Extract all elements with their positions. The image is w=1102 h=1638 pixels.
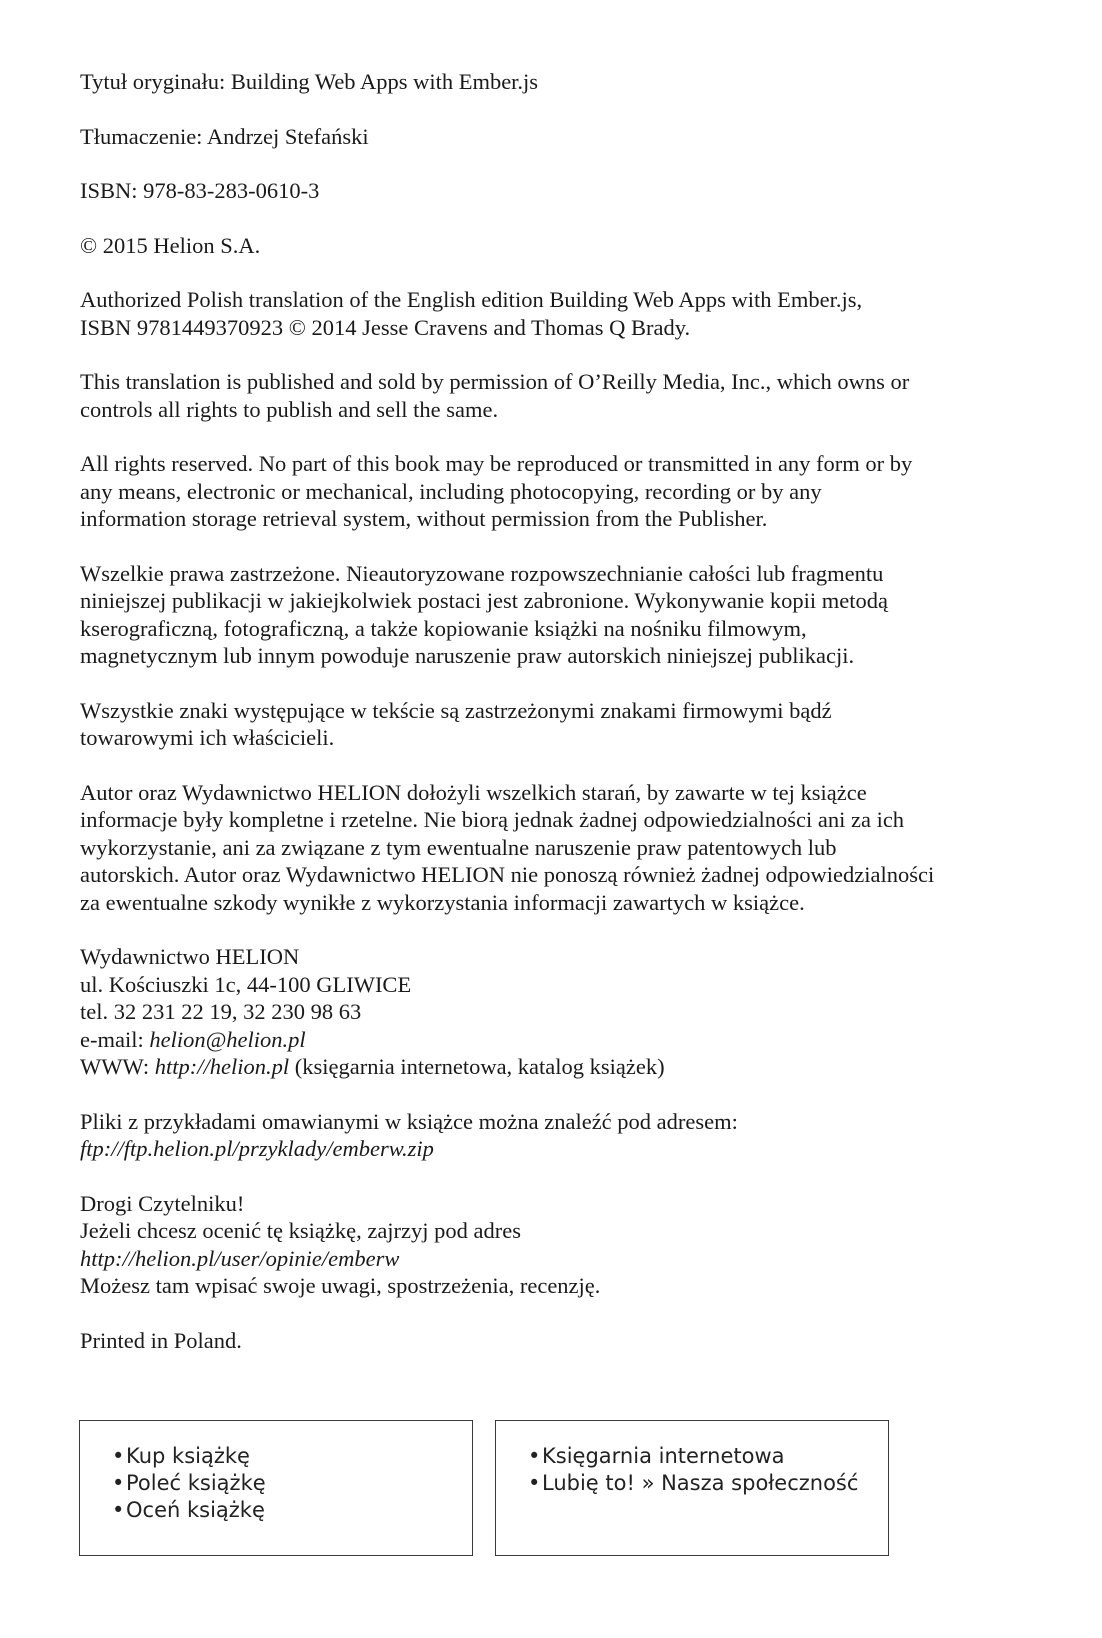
bullet-icon: • xyxy=(112,1471,125,1495)
recommend-book-label: Poleć książkę xyxy=(126,1471,266,1495)
permission-notice xyxy=(80,368,1040,423)
recommend-book-link[interactable] xyxy=(112,1470,472,1497)
bookstore-label: Księgarnia internetowa xyxy=(542,1444,785,1468)
examples-info xyxy=(80,1108,1040,1163)
reader-prompt: Jeżeli chcesz ocenić tę książkę, zajrzyj pod adres xyxy=(80,1218,522,1243)
rights-reserved-polish xyxy=(80,560,1040,670)
book-actions-box xyxy=(79,1420,473,1556)
publisher-address: ul. Kościuszki 1c, 44-100 GLIWICE xyxy=(80,971,412,997)
disclaimer xyxy=(80,779,1040,917)
rate-book-link[interactable] xyxy=(112,1497,472,1524)
bullet-icon: • xyxy=(112,1444,125,1468)
publisher-email-row xyxy=(80,1026,1040,1054)
rights-pl-line: kserograficzną, fotograficzną, a także kopiowanie książki na nośniku filmowym, xyxy=(80,615,807,641)
disclaimer-line: za ewentualne szkody wynikłe z wykorzystania informacji zawartych w książce. xyxy=(80,889,805,915)
buy-book-link[interactable] xyxy=(112,1443,472,1470)
isbn: ISBN: 978-83-283-0610-3 xyxy=(80,178,320,203)
rights-en-line: any means, electronic or mechanical, including photocopying, recording or by any xyxy=(80,478,822,504)
rights-pl-line: magnetycznym lub innym powoduje naruszenie praw autorskich niniejszej publikacji. xyxy=(80,643,855,668)
examples-link[interactable]: ftp://ftp.helion.pl/przyklady/emberw.zip xyxy=(80,1136,434,1161)
community-label: Lubię to! » Nasza społeczność xyxy=(542,1471,859,1495)
reader-note xyxy=(80,1190,1040,1300)
bullet-icon: • xyxy=(528,1444,541,1468)
reader-note-text: Możesz tam wpisać swoje uwagi, spostrzeżenia, recenzję. xyxy=(80,1273,601,1298)
trademarks-line: towarowymi ich właścicieli. xyxy=(80,725,335,750)
bullet-icon: • xyxy=(112,1498,125,1522)
rights-en-line: All rights reserved. No part of this book may be reproduced or transmitted in any form or by xyxy=(80,451,913,476)
rights-pl-line: Wszelkie prawa zastrzeżone. Nieautoryzowane rozpowszechnianie całości lub fragmentu xyxy=(80,560,884,586)
disclaimer-line: informacje były kompletne i rzetelne. Nie biorą jednak żadnej odpowiedzialności ani za ich xyxy=(80,807,905,832)
email-label: e-mail: xyxy=(80,1026,150,1052)
disclaimer-line: wykorzystanie, ani za związane z tym ewentualne naruszenie praw patentowych lub xyxy=(80,834,837,860)
disclaimer-line: Autor oraz Wydawnictwo HELION dołożyli wszelkich starań, by zawarte w tej książce xyxy=(80,779,867,805)
www-label: WWW: xyxy=(80,1054,155,1079)
trademarks-notice xyxy=(80,697,1040,752)
link-boxes xyxy=(79,1420,1039,1560)
bookstore-link[interactable] xyxy=(528,1443,888,1470)
community-link[interactable] xyxy=(528,1470,888,1497)
copyright-notice: © 2015 Helion S.A. xyxy=(80,232,261,258)
trademarks-line: Wszystkie znaki występujące w tekście są zastrzeżonymi znakami firmowymi bądź xyxy=(80,697,832,723)
buy-book-label: Kup książkę xyxy=(126,1444,250,1468)
permission-line: controls all rights to publish and sell the same. xyxy=(80,396,499,422)
authorized-line: ISBN 9781449370923 © 2014 Jesse Cravens and Thomas Q Brady. xyxy=(80,314,691,340)
permission-line: This translation is published and sold by permission of O’Reilly Media, Inc., which owns or xyxy=(80,369,910,394)
copyright-page xyxy=(80,68,1040,1381)
review-link[interactable]: http://helion.pl/user/opinie/emberw xyxy=(80,1245,400,1271)
community-box xyxy=(495,1420,889,1556)
publisher-name: Wydawnictwo HELION xyxy=(80,944,300,969)
rights-pl-line: niniejszej publikacji w jakiejkolwiek postaci jest zabronione. Wykonywanie kopii metodą xyxy=(80,588,889,613)
translator: Tłumaczenie: Andrzej Stefański xyxy=(80,123,369,149)
disclaimer-line: autorskich. Autor oraz Wydawnictwo HELION nie ponoszą również żadnej odpowiedzialności xyxy=(80,862,935,887)
reader-greeting: Drogi Czytelniku! xyxy=(80,1190,245,1216)
examples-text: Pliki z przykładami omawianymi w książce można znaleźć pod adresem: xyxy=(80,1108,738,1134)
publisher-phone: tel. 32 231 22 19, 32 230 98 63 xyxy=(80,999,362,1024)
printed-in: Printed in Poland. xyxy=(80,1327,242,1353)
email-link[interactable]: helion@helion.pl xyxy=(149,1026,306,1052)
www-link[interactable]: http://helion.pl xyxy=(154,1054,290,1079)
publisher-www-row xyxy=(80,1053,1040,1081)
rate-book-label: Oceń książkę xyxy=(126,1498,265,1522)
authorized-line: Authorized Polish translation of the English edition Building Web Apps with Ember.js, xyxy=(80,287,863,312)
authorized-translation xyxy=(80,286,1040,341)
rights-reserved-english xyxy=(80,450,1040,533)
rights-en-line: information storage retrieval system, without permission from the Publisher. xyxy=(80,506,768,531)
www-note: (księgarnia internetowa, katalog książek) xyxy=(289,1054,665,1079)
bullet-icon: • xyxy=(528,1471,541,1495)
original-title: Tytuł oryginału: Building Web Apps with Ember.js xyxy=(80,69,539,94)
publisher-info xyxy=(80,943,1040,1081)
